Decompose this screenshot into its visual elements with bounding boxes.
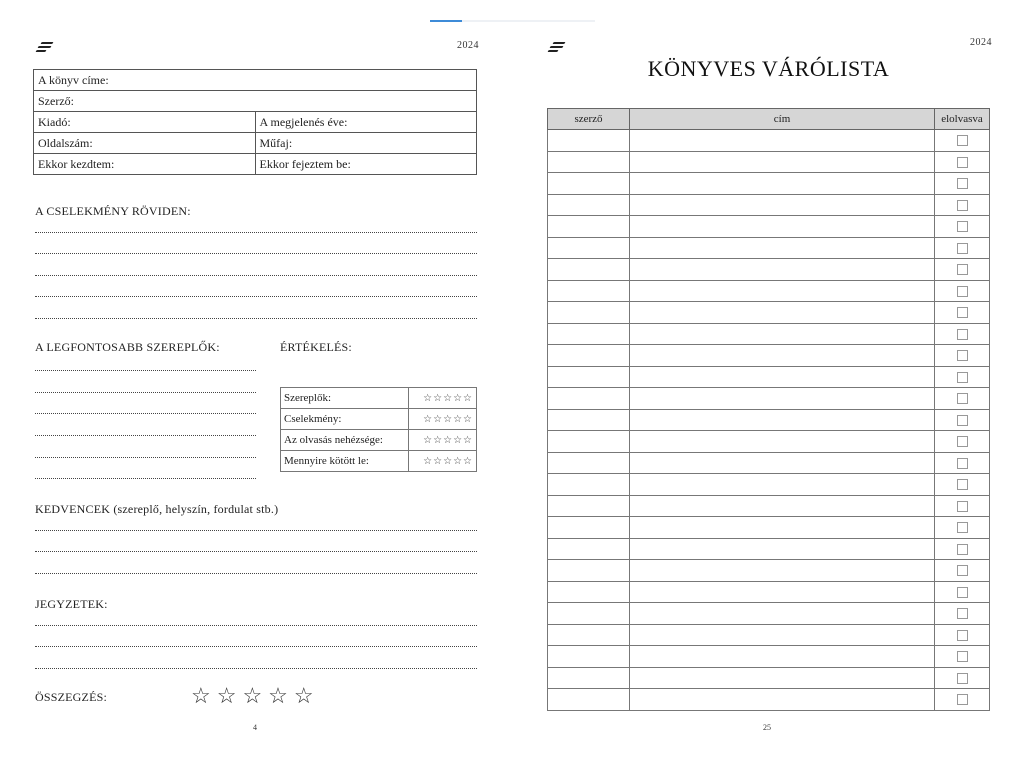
read-cell [935, 538, 990, 560]
read-checkbox[interactable] [957, 587, 968, 598]
author-cell[interactable] [548, 646, 630, 668]
read-checkbox[interactable] [957, 630, 968, 641]
title-cell[interactable] [630, 646, 935, 668]
table-row [548, 237, 990, 259]
plot-line [35, 253, 477, 254]
title-cell[interactable] [630, 366, 935, 388]
title-cell[interactable] [630, 603, 935, 625]
rating-section-title: ÉRTÉKELÉS: [280, 340, 352, 354]
read-cell [935, 194, 990, 216]
author-cell[interactable] [548, 237, 630, 259]
read-cell [935, 302, 990, 324]
title-cell[interactable] [630, 323, 935, 345]
title-cell[interactable] [630, 259, 935, 281]
table-row [548, 366, 990, 388]
title-cell[interactable] [630, 689, 935, 711]
read-cell [935, 646, 990, 668]
title-cell[interactable] [630, 280, 935, 302]
table-row [548, 130, 990, 152]
year-label-right: 2024 [970, 37, 992, 48]
notes-line [35, 668, 477, 669]
table-row [548, 280, 990, 302]
table-row [548, 624, 990, 646]
read-checkbox[interactable] [957, 350, 968, 361]
table-row [548, 581, 990, 603]
read-cell [935, 345, 990, 367]
read-cell [935, 237, 990, 259]
title-cell[interactable] [630, 388, 935, 410]
plot-line [35, 318, 477, 319]
author-cell[interactable] [548, 431, 630, 453]
read-checkbox[interactable] [957, 329, 968, 340]
table-row [548, 431, 990, 453]
author-field: Szerző: [34, 91, 477, 112]
author-cell[interactable] [548, 216, 630, 238]
favorites-line [35, 551, 477, 552]
read-cell [935, 173, 990, 195]
author-cell[interactable] [548, 495, 630, 517]
title-cell[interactable] [630, 173, 935, 195]
wishlist-table [547, 108, 990, 711]
title-cell[interactable] [630, 237, 935, 259]
notes-section-title: JEGYZETEK: [35, 597, 108, 611]
plot-section-title: A CSELEKMÉNY RÖVIDEN: [35, 204, 191, 218]
read-cell [935, 452, 990, 474]
title-cell[interactable] [630, 216, 935, 238]
author-cell[interactable] [548, 409, 630, 431]
read-checkbox[interactable] [957, 436, 968, 447]
table-row [548, 388, 990, 410]
read-checkbox[interactable] [957, 565, 968, 576]
table-row [548, 151, 990, 173]
table-row [548, 409, 990, 431]
title-cell[interactable] [630, 130, 935, 152]
reader-progress-fill [430, 20, 462, 22]
table-row [548, 689, 990, 711]
read-checkbox[interactable] [957, 264, 968, 275]
star-rating-icons: ☆☆☆☆☆ [408, 451, 476, 472]
table-row [548, 216, 990, 238]
author-cell[interactable] [548, 624, 630, 646]
author-cell[interactable] [548, 388, 630, 410]
author-cell[interactable] [548, 323, 630, 345]
notes-line [35, 646, 477, 647]
read-checkbox[interactable] [957, 608, 968, 619]
title-cell[interactable] [630, 517, 935, 539]
characters-line [35, 457, 256, 458]
brand-logo-left [35, 40, 53, 54]
read-cell [935, 603, 990, 625]
wishlist-rows [548, 130, 990, 711]
table-row [548, 452, 990, 474]
title-cell[interactable] [630, 409, 935, 431]
title-cell[interactable] [630, 538, 935, 560]
notes-line [35, 625, 477, 626]
rating-table [280, 387, 477, 472]
read-cell [935, 624, 990, 646]
read-checkbox[interactable] [957, 135, 968, 146]
table-row [548, 194, 990, 216]
read-cell [935, 474, 990, 496]
plot-line [35, 296, 477, 297]
title-cell[interactable] [630, 345, 935, 367]
author-cell[interactable] [548, 538, 630, 560]
brand-logo-right [547, 40, 565, 54]
read-checkbox[interactable] [957, 200, 968, 211]
author-cell[interactable] [548, 452, 630, 474]
read-checkbox[interactable] [957, 479, 968, 490]
rating-label-plot: Cselekmény: [281, 409, 409, 430]
read-checkbox[interactable] [957, 307, 968, 318]
characters-line [35, 413, 256, 414]
author-cell[interactable] [548, 667, 630, 689]
title-cell[interactable] [630, 624, 935, 646]
table-row [548, 173, 990, 195]
author-cell[interactable] [548, 603, 630, 625]
page-count-field: Oldalszám: [34, 133, 256, 154]
start-date-field: Ekkor kezdtem: [34, 154, 256, 175]
title-cell[interactable] [630, 431, 935, 453]
author-cell[interactable] [548, 366, 630, 388]
table-row [548, 646, 990, 668]
author-cell[interactable] [548, 280, 630, 302]
table-row [548, 560, 990, 582]
table-row [548, 323, 990, 345]
page-number-right: 25 [763, 723, 771, 732]
read-checkbox[interactable] [957, 221, 968, 232]
year-label-left: 2024 [457, 40, 479, 51]
characters-line [35, 435, 256, 436]
read-cell [935, 495, 990, 517]
column-header-title: cím [630, 109, 935, 130]
star-rating-icons: ☆☆☆☆☆ [408, 430, 476, 451]
column-header-read: elolvasva [935, 109, 990, 130]
read-checkbox[interactable] [957, 393, 968, 404]
end-date-field: Ekkor fejeztem be: [255, 154, 477, 175]
plot-line [35, 232, 477, 233]
favorites-section-title: KEDVENCEK (szereplő, helyszín, fordulat stb.) [35, 502, 279, 516]
rating-label-difficulty: Az olvasás nehézsége: [281, 430, 409, 451]
title-cell[interactable] [630, 474, 935, 496]
summary-star-icons: ☆☆☆☆☆ [191, 683, 320, 708]
read-checkbox[interactable] [957, 544, 968, 555]
characters-line [35, 478, 256, 479]
read-checkbox[interactable] [957, 694, 968, 705]
author-cell[interactable] [548, 474, 630, 496]
plot-line [35, 275, 477, 276]
read-cell [935, 259, 990, 281]
title-cell[interactable] [630, 560, 935, 582]
book-title-field: A könyv címe: [34, 70, 477, 91]
read-cell [935, 280, 990, 302]
read-checkbox[interactable] [957, 501, 968, 512]
table-row [548, 474, 990, 496]
read-cell [935, 560, 990, 582]
read-cell [935, 667, 990, 689]
read-cell [935, 130, 990, 152]
characters-line [35, 370, 256, 371]
title-cell[interactable] [630, 495, 935, 517]
publication-year-field: A megjelenés éve: [255, 112, 477, 133]
title-cell[interactable] [630, 302, 935, 324]
read-cell [935, 323, 990, 345]
table-row [548, 603, 990, 625]
genre-field: Műfaj: [255, 133, 477, 154]
author-cell[interactable] [548, 560, 630, 582]
favorites-line [35, 530, 477, 531]
table-row [548, 538, 990, 560]
read-checkbox[interactable] [957, 178, 968, 189]
read-cell [935, 517, 990, 539]
author-cell[interactable] [548, 151, 630, 173]
read-cell [935, 151, 990, 173]
page-number-left: 4 [253, 723, 257, 732]
author-cell[interactable] [548, 689, 630, 711]
read-cell [935, 388, 990, 410]
column-header-author: szerző [548, 109, 630, 130]
read-checkbox[interactable] [957, 157, 968, 168]
table-row [548, 517, 990, 539]
title-cell[interactable] [630, 667, 935, 689]
table-row [548, 667, 990, 689]
author-cell[interactable] [548, 345, 630, 367]
favorites-line [35, 573, 477, 574]
author-cell[interactable] [548, 581, 630, 603]
read-cell [935, 581, 990, 603]
read-cell [935, 689, 990, 711]
table-row [548, 345, 990, 367]
book-info-table [33, 69, 477, 175]
table-row [548, 495, 990, 517]
star-rating-icons: ☆☆☆☆☆ [408, 409, 476, 430]
title-cell[interactable] [630, 151, 935, 173]
publisher-field: Kiadó: [34, 112, 256, 133]
table-row [548, 302, 990, 324]
reader-progress-bar [430, 20, 595, 22]
rating-label-characters: Szereplők: [281, 388, 409, 409]
read-cell [935, 366, 990, 388]
read-cell [935, 431, 990, 453]
characters-section-title: A LEGFONTOSABB SZEREPLŐK: [35, 340, 220, 354]
table-row [548, 259, 990, 281]
rating-label-engagement: Mennyire kötött le: [281, 451, 409, 472]
star-rating-icons: ☆☆☆☆☆ [408, 388, 476, 409]
read-cell [935, 409, 990, 431]
author-cell[interactable] [548, 259, 630, 281]
author-cell[interactable] [548, 194, 630, 216]
author-cell[interactable] [548, 517, 630, 539]
author-cell[interactable] [548, 302, 630, 324]
characters-line [35, 392, 256, 393]
page-title: KÖNYVES VÁRÓLISTA [647, 56, 890, 81]
read-checkbox[interactable] [957, 286, 968, 297]
read-checkbox[interactable] [957, 372, 968, 383]
title-cell[interactable] [630, 452, 935, 474]
title-cell[interactable] [630, 194, 935, 216]
author-cell[interactable] [548, 173, 630, 195]
read-checkbox[interactable] [957, 243, 968, 254]
read-checkbox[interactable] [957, 522, 968, 533]
summary-section-title: ÖSSZEGZÉS: [35, 690, 108, 704]
read-checkbox[interactable] [957, 673, 968, 684]
read-checkbox[interactable] [957, 651, 968, 662]
read-cell [935, 216, 990, 238]
title-cell[interactable] [630, 581, 935, 603]
author-cell[interactable] [548, 130, 630, 152]
read-checkbox[interactable] [957, 458, 968, 469]
read-checkbox[interactable] [957, 415, 968, 426]
